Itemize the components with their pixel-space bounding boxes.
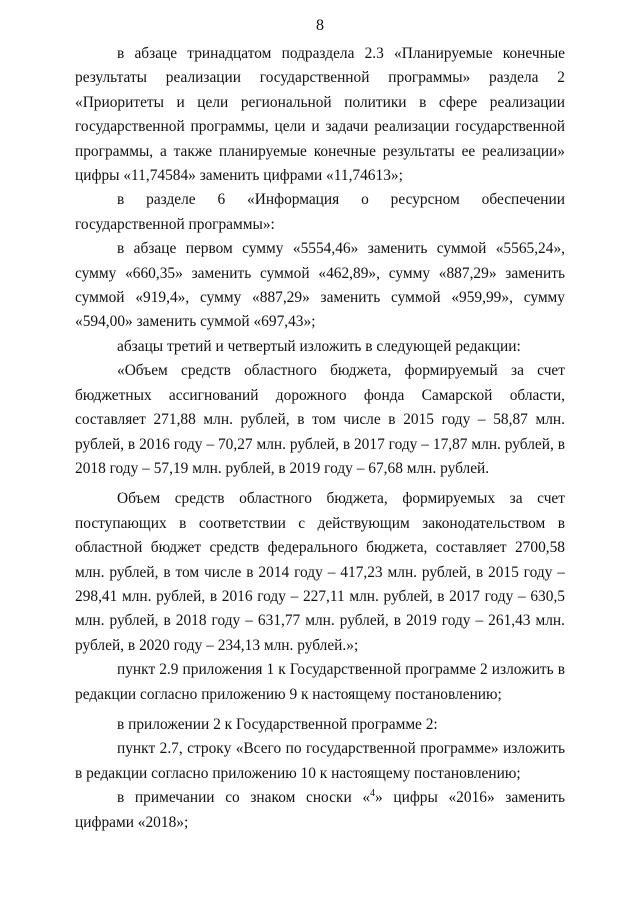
paragraph-footnote-note (75, 786, 565, 835)
paragraph-subsection-2-3-amendment: в абзаце тринадцатом подраздела 2.3 «Планируемые конечные результаты реализации государственной программы» раздела 2 «Приоритеты и цели региональной политики в сфере реализации государственной программы, цели и задачи реализации государственной программы, а также планируемые конечные результаты ее реализации» цифры «11,74584» заменить цифрами «11,74613»; (75, 45, 565, 185)
paragraph-road-fund-volume: «Объем средств областного бюджета, формируемый за счет бюджетных ассигнований дорожного фонда Самарской области, составляет 271,88 млн. рублей, в том числе в 2015 году – 58,87 млн. рублей, в 2016 году – 70,27 млн. рублей, в 2017 году – 17,87 млн. рублей, в 2018 году – 57,19 млн. рублей, в 2019 году – 67,68 млн. рублей. (75, 362, 565, 477)
paragraph-section-6-intro: в разделе 6 «Информация о ресурсном обеспечении государственной программы»: (75, 191, 565, 233)
paragraph-sum-replacements: в абзаце первом сумму «5554,46» заменить суммой «5565,24», сумму «660,35» заменить суммой «462,89», сумму «887,29» заменить суммой «919,4», сумму «887,29» заменить суммой «959,99», сумму «594,00» заменить суммой «697,43»; (75, 240, 565, 331)
paragraph-federal-budget-volume: Объем средств областного бюджета, формируемых за счет поступающих в соответствии с действующим законодательством в областной бюджет средств федерального бюджета, составляет 2700,58 млн. рублей, в том числе в 2014 году – 417,23 млн. рублей, в 2015 году – 298,41 млн. рублей, в 2016 году – 227,11 млн. рублей, в 2017 году – 630,5 млн. рублей, в 2018 году – 631,77 млн. рублей, в 2019 году – 261,43 млн. рублей, в 2020 году – 234,13 млн. рублей.»; (75, 490, 565, 654)
document-body (75, 42, 565, 835)
paragraph-item-2-7-total-row: пункт 2.7, строку «Всего по государственной программе» изложить в редакции согласно приложению 10 к настоящему постановлению; (75, 740, 565, 782)
footnote-text-after: » цифры «2016» заменить цифрами «2018»; (75, 789, 565, 831)
paragraph-appendix-2-intro: в приложении 2 к Государственной программе 2: (117, 715, 438, 733)
footnote-text-before: в примечании со знаком сноски « (117, 789, 371, 807)
page-number: 8 (316, 17, 324, 34)
paragraph-appendix-1-item-2-9: пункт 2.9 приложения 1 к Государственной программе 2 изложить в редакции согласно приложению 9 к настоящему постановлению; (75, 661, 565, 703)
footnote-marker: 4 (370, 788, 376, 800)
paragraph-new-wording-intro: абзацы третий и четвертый изложить в следующей редакции: (117, 337, 521, 355)
